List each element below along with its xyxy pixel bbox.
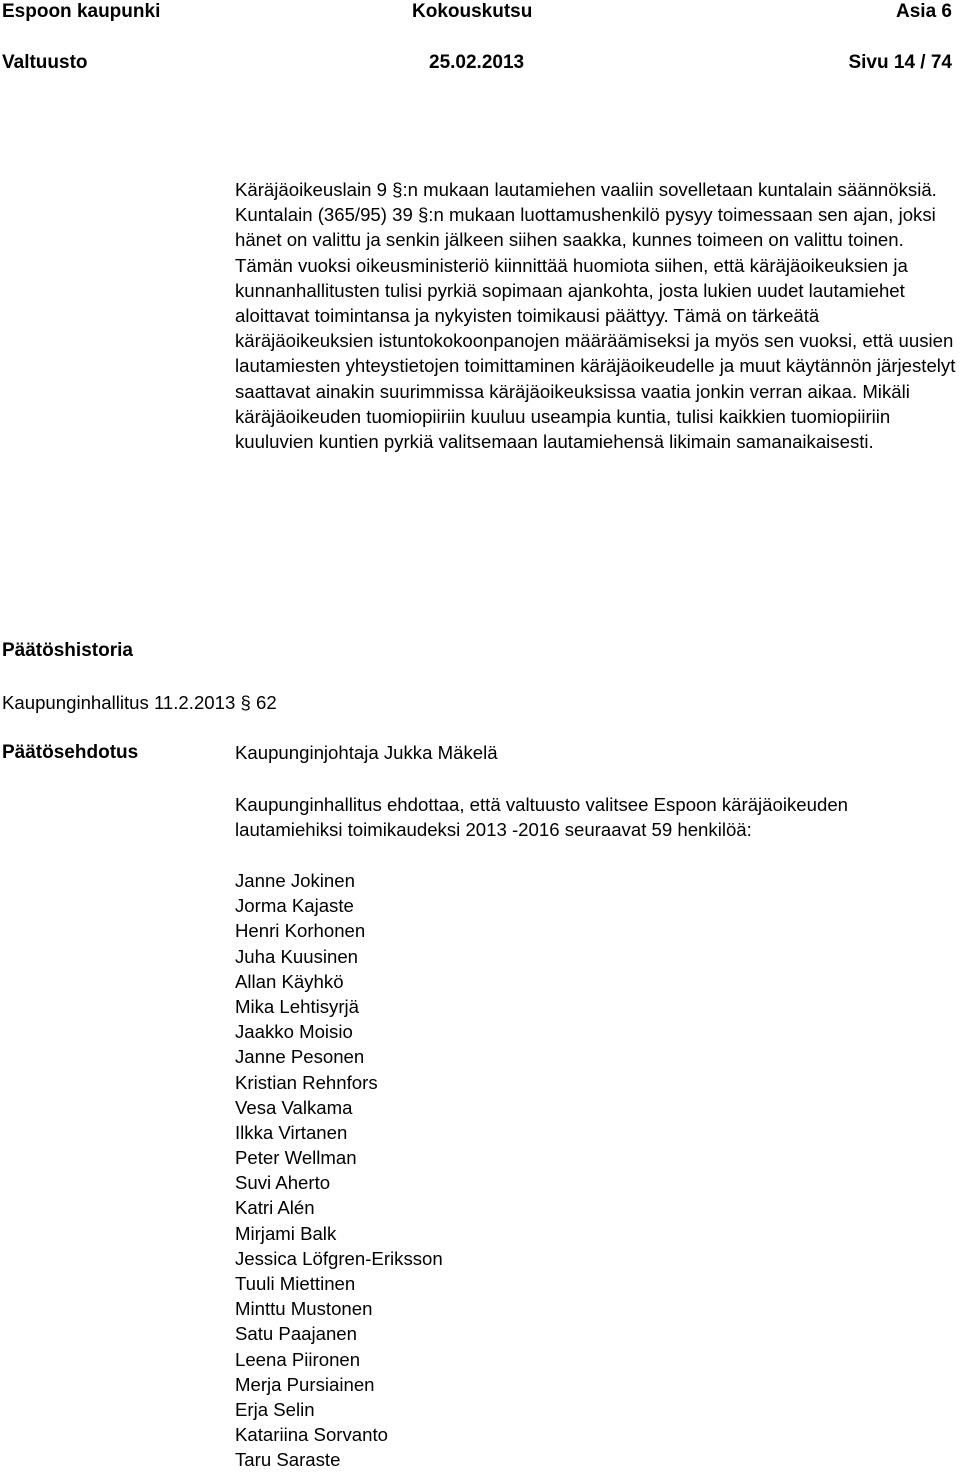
list-item: Leena Piironen bbox=[235, 1348, 361, 1370]
list-item: Jaakko Moisio bbox=[235, 1021, 353, 1043]
list-item: Allan Käyhkö bbox=[235, 970, 344, 992]
list-item: Minttu Mustonen bbox=[235, 1298, 373, 1320]
list-item: Mirjami Balk bbox=[235, 1222, 337, 1244]
header-date: 25.02.2013 bbox=[429, 52, 525, 73]
list-item: Vesa Valkama bbox=[235, 1096, 353, 1118]
list-item: Suvi Aherto bbox=[235, 1172, 331, 1194]
meeting-reference: Kaupunginhallitus 11.2.2013 § 62 bbox=[2, 692, 277, 713]
list-item: Jorma Kajaste bbox=[235, 895, 354, 917]
proposal-text: Kaupunginhallitus ehdottaa, että valtuusto valitsee Espoon käräjäoikeuden lautamiehiksi toimikaudeksi 2013 -2016 seuraavat 59 henkilöä: bbox=[235, 794, 848, 841]
list-item: Satu Paajanen bbox=[235, 1323, 357, 1345]
list-item: Erja Selin bbox=[235, 1398, 315, 1420]
header-page-number: Sivu 14 / 74 bbox=[848, 52, 952, 73]
list-item: Katariina Sorvanto bbox=[235, 1424, 388, 1446]
list-item: Merja Pursiainen bbox=[235, 1373, 375, 1395]
header-doc-type: Kokouskutsu bbox=[412, 1, 533, 22]
body-paragraph: Käräjäoikeuslain 9 §:n mukaan lautamiehen vaaliin sovelletaan kuntalain säännöksiä. Kuntalain (365/95) 39 §:n mukaan luottamushenkilö pysyy toimessaan sen ajan, joksi hänet on valittu ja senkin jälkeen siihen saakka, kunnes toimeen on valittu toinen. Tämän vuoksi oikeusministeriö kiinnittää huomiota siihen, että käräjäoikeuksien ja kunnanhallitusten tulisi pyrkiä sopimaan ajankohta, josta lukien uudet lautamiehet aloittavat toimintansa ja nykyisten toimikausi päättyy. Tämä on tärkeätä käräjäoikeuksien istuntokokoonpanojen määräämiseksi ja myös sen vuoksi, että uusien lautamiesten yhteystietojen toimittaminen käräjäoikeudelle ja muut käytännön järjestelyt saattavat ainakin suurimmissa käräjäoikeuksissa vaatia jonkin verran aikaa. Mikäli käräjäoikeuden tuomiopiiriin kuuluu useampia kuntia, tulisi kaikkien tuomiopiiriin kuuluvien kuntien pyrkiä valitsemaan lautamiehensä likimain samanaikaisesti. bbox=[235, 179, 956, 453]
list-item: Tuuli Miettinen bbox=[235, 1273, 356, 1294]
list-item: Kristian Rehnfors bbox=[235, 1071, 378, 1093]
proposal-label: Päätösehdotus bbox=[2, 742, 139, 763]
list-item: Jessica Löfgren-Eriksson bbox=[235, 1247, 443, 1269]
list-item: Taru Saraste bbox=[235, 1449, 341, 1471]
list-item: Katri Alén bbox=[235, 1197, 315, 1219]
decision-history-title: Päätöshistoria bbox=[2, 640, 133, 661]
list-item: Henri Korhonen bbox=[235, 920, 366, 942]
list-item: Ilkka Virtanen bbox=[235, 1121, 348, 1143]
proposer: Kaupunginjohtaja Jukka Mäkelä bbox=[235, 742, 498, 763]
header-org: Espoon kaupunki bbox=[2, 1, 161, 22]
header-item: Asia 6 bbox=[896, 1, 952, 22]
list-item: Janne Pesonen bbox=[235, 1046, 365, 1068]
juror-name-list bbox=[235, 868, 443, 1473]
list-item: Juha Kuusinen bbox=[235, 945, 359, 967]
header-body: Valtuusto bbox=[2, 52, 88, 73]
list-item: Peter Wellman bbox=[235, 1147, 357, 1169]
list-item: Mika Lehtisyrjä bbox=[235, 995, 360, 1017]
list-item: Janne Jokinen bbox=[235, 870, 355, 891]
